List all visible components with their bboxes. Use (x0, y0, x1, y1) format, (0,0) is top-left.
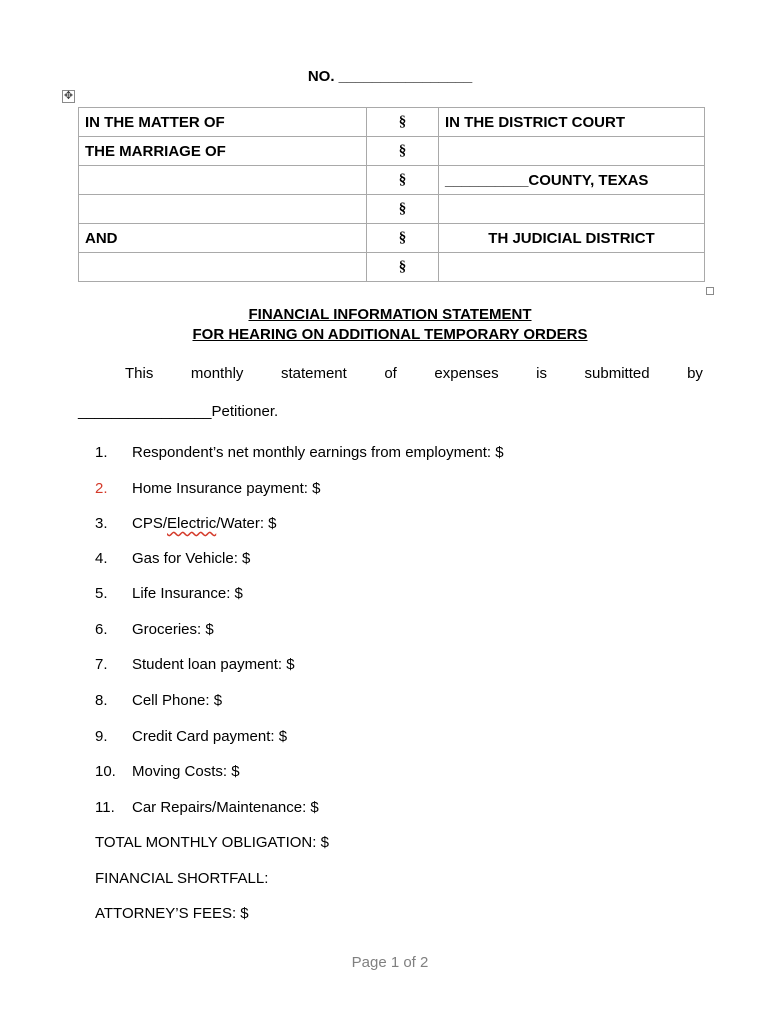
item-number: 9. (95, 728, 108, 745)
list-item (95, 692, 222, 709)
item-label: Gas for Vehicle: $ (132, 550, 251, 567)
caption-left-cell[interactable]: AND (79, 224, 367, 253)
list-item (95, 656, 295, 673)
section-symbol-cell[interactable]: § (367, 108, 439, 137)
section-symbol-cell[interactable]: § (367, 166, 439, 195)
caption-left-cell[interactable]: IN THE MATTER OF (79, 108, 367, 137)
case-caption-table (78, 107, 705, 282)
intro-word: submitted (584, 365, 650, 382)
item-number: 11. (95, 799, 115, 816)
item-label: Cell Phone: $ (132, 692, 223, 709)
financial-shortfall: FINANCIAL SHORTFALL: (95, 870, 269, 887)
petitioner-line: ________________Petitioner. (78, 403, 279, 420)
item-label: Respondent’s net monthly earnings from employment: $ (132, 444, 504, 461)
list-item (95, 763, 240, 780)
intro-word: monthly (190, 365, 244, 382)
item-number: 5. (95, 585, 108, 602)
item-label: Moving Costs: $ (132, 763, 240, 780)
section-symbol-cell[interactable]: § (367, 195, 439, 224)
table-move-handle-icon[interactable]: ✥ (63, 90, 74, 102)
list-item (95, 444, 504, 461)
caption-left-cell[interactable] (79, 195, 367, 224)
item-number: 7. (95, 656, 108, 673)
item-number: 1. (95, 444, 108, 461)
table-row (79, 195, 705, 224)
intro-word: statement (280, 365, 347, 382)
table-row (79, 108, 705, 137)
item-number: 2. (95, 480, 108, 497)
list-item (95, 728, 287, 745)
caption-right-cell[interactable] (439, 253, 705, 282)
item-number: 4. (95, 550, 108, 567)
item-number: 3. (95, 515, 108, 532)
list-item (95, 585, 243, 602)
table-row (79, 137, 705, 166)
intro-word: expenses (434, 365, 499, 382)
page-number-footer: Page 1 of 2 (351, 954, 429, 971)
caption-right-cell[interactable]: IN THE DISTRICT COURT (439, 108, 705, 137)
intro-word: is (536, 365, 547, 382)
list-item (95, 480, 320, 497)
intro-word: of (384, 365, 397, 382)
total-monthly-obligation: TOTAL MONTHLY OBLIGATION: $ (95, 834, 329, 851)
document-title: FINANCIAL INFORMATION STATEMENT (248, 306, 532, 323)
item-label: Car Repairs/Maintenance: $ (132, 799, 319, 816)
caption-left-cell[interactable]: THE MARRIAGE OF (79, 137, 367, 166)
intro-word: by (687, 365, 703, 382)
item-label-prefix: CPS/ (132, 515, 168, 532)
table-resize-handle-icon[interactable] (706, 287, 714, 295)
item-number: 6. (95, 621, 108, 638)
item-label: Home Insurance payment: $ (132, 480, 321, 497)
caption-right-cell[interactable] (439, 137, 705, 166)
item-label: Groceries: $ (132, 621, 214, 638)
intro-word: This (125, 365, 154, 382)
section-symbol-cell[interactable]: § (367, 224, 439, 253)
item-label: Life Insurance: $ (132, 585, 243, 602)
list-item (95, 799, 319, 816)
item-label: Student loan payment: $ (132, 656, 295, 673)
list-item (95, 621, 214, 638)
document-subtitle: FOR HEARING ON ADDITIONAL TEMPORARY ORDERS (192, 326, 588, 343)
intro-sentence (125, 365, 703, 382)
attorney-fees: ATTORNEY’S FEES: $ (95, 905, 249, 922)
section-symbol-cell[interactable]: § (367, 253, 439, 282)
caption-right-cell[interactable] (439, 195, 705, 224)
caption-left-cell[interactable] (79, 253, 367, 282)
caption-right-cell[interactable]: __________COUNTY, TEXAS (439, 166, 705, 195)
item-label-suffix: /Water: $ (216, 515, 277, 532)
list-item (95, 515, 277, 532)
case-number: NO. ________________ (307, 68, 473, 85)
list-item (95, 550, 250, 567)
table-row (79, 224, 705, 253)
item-number: 10. (95, 763, 116, 780)
spellcheck-flagged-word[interactable]: Electric (167, 515, 217, 532)
table-row (79, 253, 705, 282)
item-number: 8. (95, 692, 108, 709)
caption-right-cell[interactable]: TH JUDICIAL DISTRICT (439, 224, 705, 253)
item-label: Credit Card payment: $ (132, 728, 288, 745)
caption-left-cell[interactable] (79, 166, 367, 195)
table-row (79, 166, 705, 195)
section-symbol-cell[interactable]: § (367, 137, 439, 166)
